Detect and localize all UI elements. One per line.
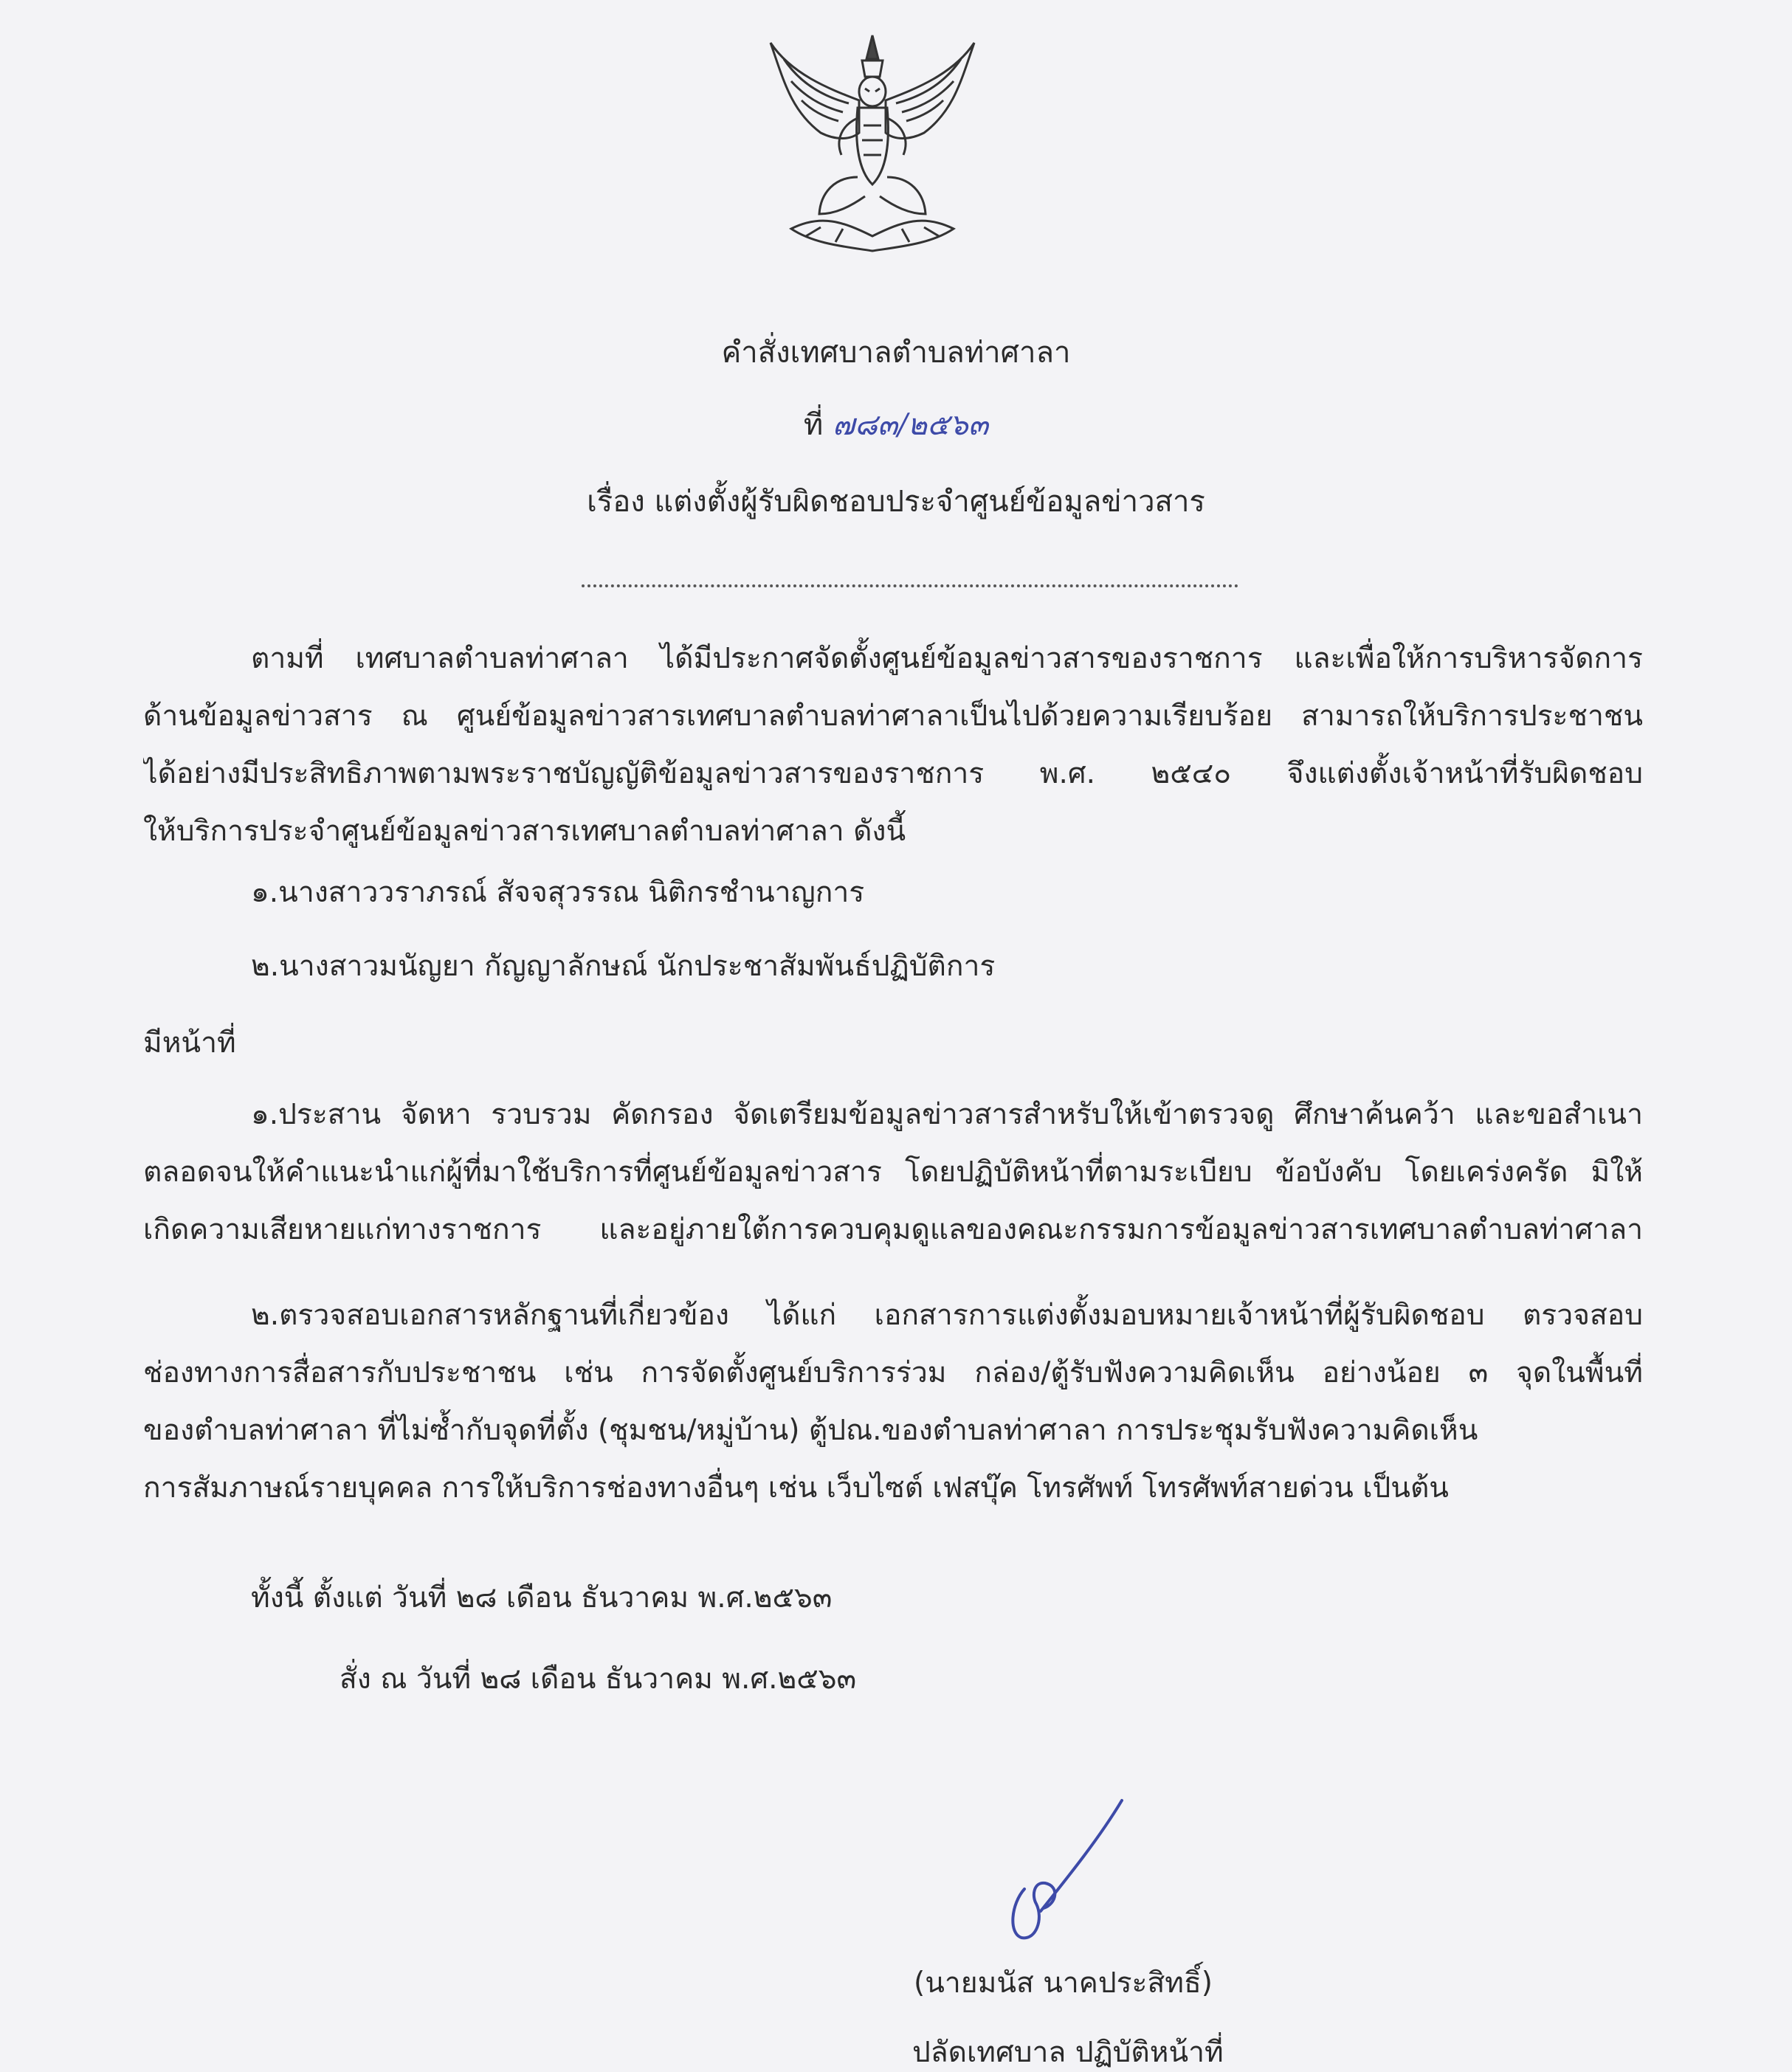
duty-2-line: ๒.ตรวจสอบเอกสารหลักฐานที่เกี่ยวข้อง ได้แก่ เอกสารการแต่งตั้งมอบหมายเจ้าหน้าที่ผู้รับผิดชอบ ตรวจสอบ [251, 1299, 1643, 1332]
duty-1-paragraph [143, 1086, 1643, 1259]
appointee-1: ๑.นางสาววราภรณ์ สัจจสุวรรณ นิติกรชำนาญการ [251, 876, 865, 909]
effective-date: ทั้งนี้ ตั้งแต่ วันที่ ๒๘ เดือน ธันวาคม พ.ศ.๒๕๖๓ [251, 1581, 833, 1615]
intro-line: ให้บริการประจำศูนย์ข้อมูลข่าวสารเทศบาลตำบลท่าศาลา ดังนี้ [143, 815, 906, 848]
intro-line: ด้านข้อมูลข่าวสาร ณ ศูนย์ข้อมูลข่าวสารเทศบาลตำบลท่าศาลาเป็นไปด้วยความเรียบร้อย สามารถให้บริการประชาชน [143, 700, 1643, 733]
duty-2-line: ของตำบลท่าศาลา ที่ไม่ซ้ำกับจุดที่ตั้ง (ชุมชน/หมู่บ้าน) ตู้ปณ.ของตำบลท่าศาลา การประชุมรับฟังความคิดเห็น [143, 1414, 1478, 1447]
order-number-label: ที่ [803, 408, 824, 442]
garuda-emblem [762, 30, 983, 258]
duty-2-paragraph [143, 1287, 1643, 1517]
order-number-value: ๗๘๓/๒๕๖๓ [832, 408, 989, 442]
order-title: คำสั่งเทศบาลตำบลท่าศาลา [721, 336, 1071, 370]
order-date: สั่ง ณ วันที่ ๒๘ เดือน ธันวาคม พ.ศ.๒๕๖๓ [340, 1662, 857, 1696]
intro-line: ตามที่ เทศบาลตำบลท่าศาลา ได้มีประกาศจัดตั้งศูนย์ข้อมูลข่าวสารของราชการ และเพื่อให้การบริหารจัดการ [251, 642, 1643, 675]
duty-2-line: การสัมภาษณ์รายบุคคล การให้บริการช่องทางอื่นๆ เช่น เว็บไซต์ เฟสบุ๊ค โทรศัพท์ โทรศัพท์สายด่วน เป็นต้น [143, 1471, 1449, 1505]
signer-name: (นายมนัส นาคประสิทธิ์) [914, 1966, 1213, 2000]
order-subject: เรื่อง แต่งตั้งผู้รับผิดชอบประจำศูนย์ข้อมูลข่าวสาร [587, 485, 1205, 519]
duty-1-line: เกิดความเสียหายแก่ทางราชการ และอยู่ภายใต้การควบคุมดูแลของคณะกรรมการข้อมูลข่าวสารเทศบาลตำบลท่าศาลา [143, 1213, 1643, 1246]
duty-2-line: ช่องทางการสื่อสารกับประชาชน เช่น การจัดตั้งศูนย์บริการร่วม กล่อง/ตู้รับฟังความคิดเห็น อย่างน้อย ๓ จุดในพื้นที่ [143, 1356, 1643, 1389]
dotted-divider [582, 584, 1238, 587]
appointee-2: ๒.นางสาวมนัญยา กัญญาลักษณ์ นักประชาสัมพันธ์ปฏิบัติการ [251, 950, 996, 983]
duties-heading: มีหน้าที่ [143, 1026, 236, 1060]
intro-line: ได้อย่างมีประสิทธิภาพตามพระราชบัญญัติข้อมูลข่าวสารของราชการ พ.ศ. ๒๕๔๐ จึงแต่งตั้งเจ้าหน้าที่รับผิดชอบ [143, 757, 1643, 790]
signature [989, 1786, 1137, 1948]
duty-1-line: ตลอดจนให้คำแนะนำแก่ผู้ที่มาใช้บริการที่ศูนย์ข้อมูลข่าวสาร โดยปฏิบัติหน้าที่ตามระเบียบ ข้อบังคับ โดยเคร่งครัด มิให้ [143, 1156, 1643, 1189]
duty-1-line: ๑.ประสาน จัดหา รวบรวม คัดกรอง จัดเตรียมข้อมูลข่าวสารสำหรับให้เข้าตรวจดู ศึกษาค้นคว้า และขอสำเนา [251, 1098, 1643, 1131]
intro-paragraph [143, 630, 1643, 860]
order-number [0, 410, 1792, 440]
signer-position: ปลัดเทศบาล ปฏิบัติหน้าที่ [912, 2036, 1224, 2069]
